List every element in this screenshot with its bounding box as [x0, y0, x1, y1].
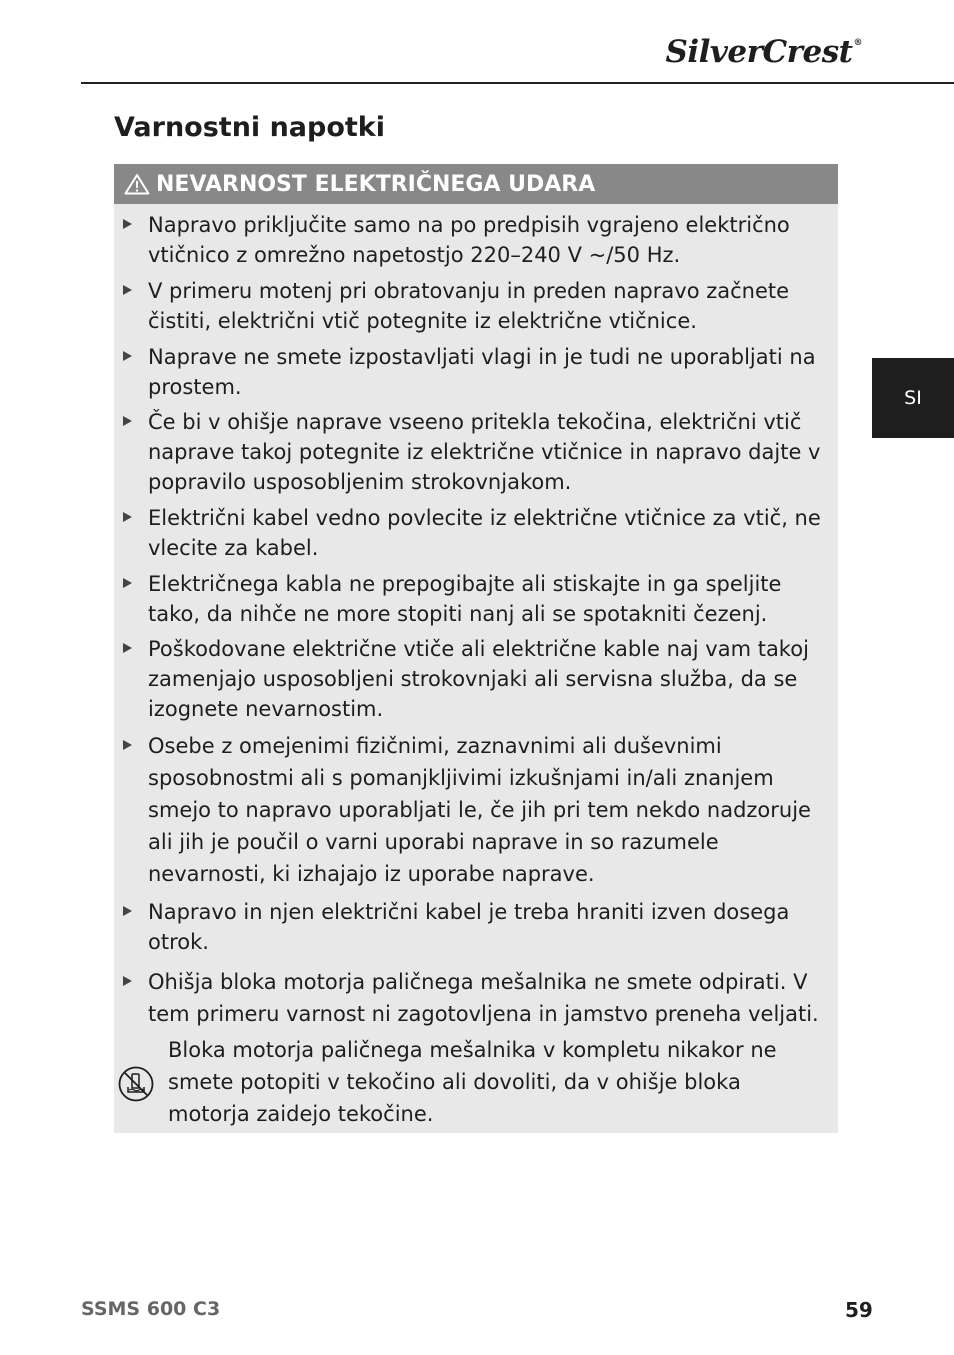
list-item: [148, 569, 828, 629]
list-item-text: Osebe z omejenimi fizičnimi, zaznavnimi ali duševnimi sposobnostmi ali s pomanjkljivimi izkušnjami in/ali znanjem smejo to napravo uporabljati le, če jih pri tem nekdo nadzoruje ali jih je poučil o varni uporabi naprave in so razumele nevarnosti, ki izhajajo iz uporabe naprave.: [148, 734, 811, 886]
bullet-arrow-icon: [123, 351, 132, 361]
bullet-arrow-icon: [123, 285, 132, 295]
list-item-text: Električnega kabla ne prepogibajte ali stiskajte in ga speljite tako, da nihče ne more stopiti nanj ali se spotakniti čezenj.: [148, 572, 782, 626]
list-item: [148, 342, 828, 402]
list-item: [148, 634, 828, 724]
brand-logo: [665, 34, 862, 70]
registered-mark: ®: [853, 38, 862, 48]
bullet-arrow-icon: [123, 740, 132, 750]
brand-name: SilverCrest: [665, 34, 853, 70]
list-item: [148, 966, 828, 1030]
list-item-text: Električni kabel vedno povlecite iz električne vtičnice za vtič, ne vlecite za kabel.: [148, 506, 821, 560]
list-item-text: Naprave ne smete izpostavljati vlagi in je tudi ne uporabljati na prostem.: [148, 345, 816, 399]
bullet-arrow-icon: [123, 976, 132, 986]
language-tab: [872, 358, 954, 438]
list-item: [148, 730, 828, 890]
list-item-text: Poškodovane električne vtiče ali električne kable naj vam takoj zamenjajo usposobljeni strokovnjaki ali servisna služba, da se izognete nevarnostim.: [148, 637, 809, 721]
note-text: Bloka motorja paličnega mešalnika v kompletu nikakor ne smete potopiti v tekočino ali dovoliti, da v ohišje bloka motorja zaidejo tekočine.: [168, 1038, 777, 1126]
bullet-arrow-icon: [123, 512, 132, 522]
section-title: Varnostni napotki: [114, 112, 386, 143]
warning-title: NEVARNOST ELEKTRIČNEGA UDARA: [156, 171, 596, 197]
list-item: [148, 407, 828, 497]
language-tab-label: SI: [904, 387, 922, 409]
list-item-text: Če bi v ohišje naprave vseeno pritekla tekočina, električni vtič naprave takoj potegnite iz električne vtičnice in napravo dajte v popravilo usposobljenim strokovnjakom.: [148, 410, 821, 494]
warning-triangle-icon: [124, 173, 150, 195]
list-item-text: Napravo priključite samo na po predpisih vgrajeno električno vtičnico z omrežno napetostjo 220–240 V ~/50 Hz.: [148, 213, 790, 267]
list-item: [148, 897, 828, 957]
header-rule: [81, 82, 954, 84]
list-item-text: Napravo in njen električni kabel je treba hraniti izven dosega otrok.: [148, 900, 790, 954]
warning-header: [114, 164, 838, 204]
list-item: [148, 503, 828, 563]
page-number: 59: [845, 1298, 873, 1322]
bullet-arrow-icon: [123, 906, 132, 916]
no-immersion-icon: [117, 1065, 155, 1103]
footer-model: SSMS 600 C3: [81, 1298, 221, 1320]
bullet-arrow-icon: [123, 578, 132, 588]
list-item-text: Ohišja bloka motorja paličnega mešalnika ne smete odpirati. V tem primeru varnost ni zagotovljena in jamstvo preneha veljati.: [148, 970, 819, 1026]
bullet-arrow-icon: [123, 416, 132, 426]
list-item-text: V primeru motenj pri obratovanju in preden napravo začnete čistiti, električni vtič potegnite iz električne vtičnice.: [148, 279, 790, 333]
bullet-arrow-icon: [123, 219, 132, 229]
bullet-arrow-icon: [123, 643, 132, 653]
list-item: [148, 276, 828, 336]
list-item: [148, 210, 828, 270]
warning-box: [114, 164, 838, 1133]
